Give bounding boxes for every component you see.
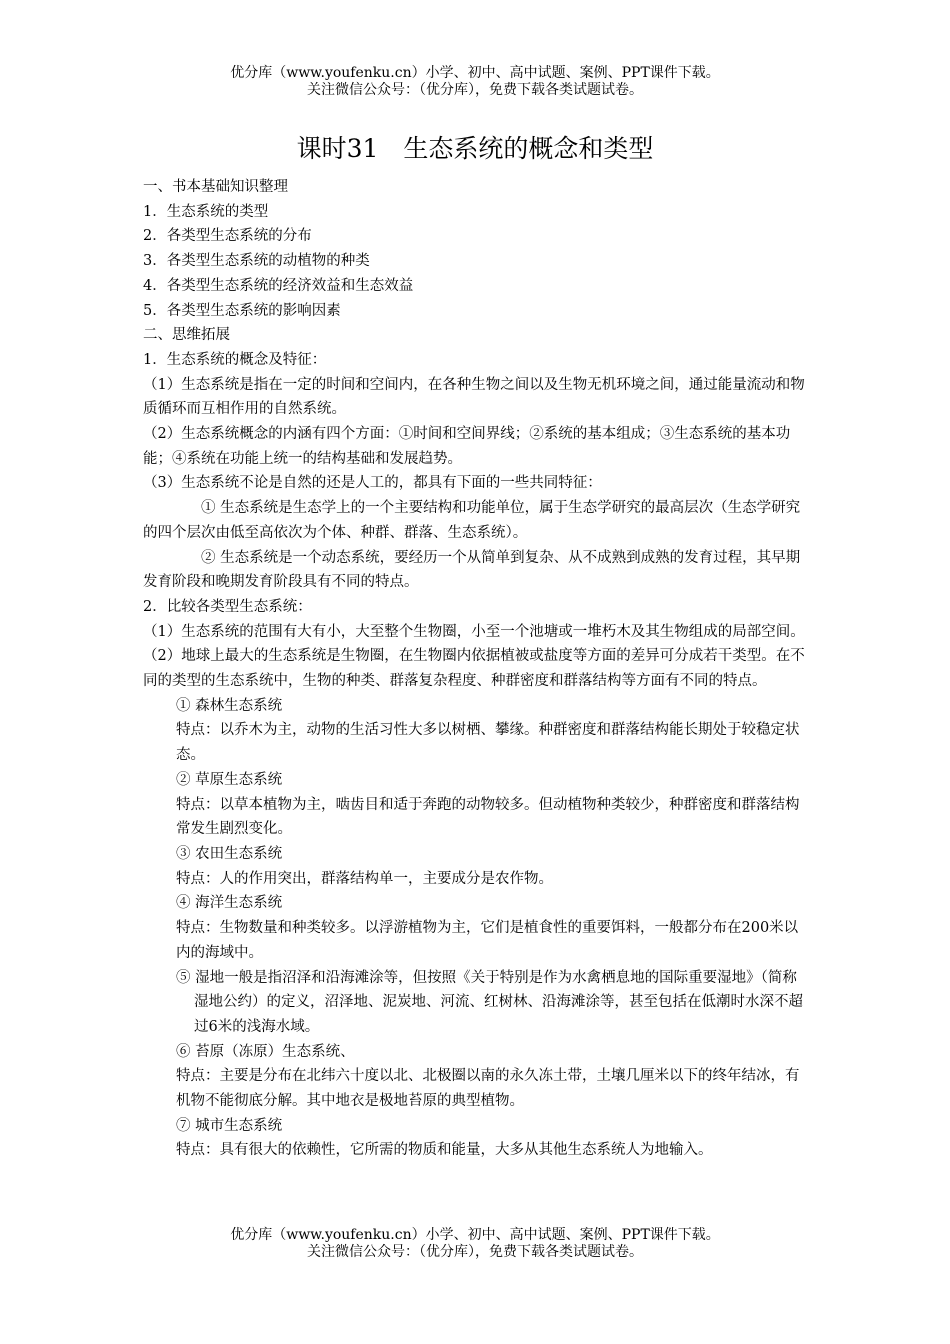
farmland-description: 特点：人的作用突出，群落结构单一，主要成分是农作物。 [176,870,553,887]
list-item: 2．各类型生态系统的分布 [143,228,312,245]
header-line-1: 优分库（www.youfenku.cn）小学、初中、高中试题、案例、PPT课件下载。 [230,65,720,81]
list-item: 1．生态系统的类型 [143,203,269,220]
list-item: 5．各类型生态系统的影响因素 [143,302,341,319]
tundra-heading: ⑥ 苔原（冻原）生态系统、 [176,1043,355,1060]
farmland-heading: ③ 农田生态系统 [176,845,283,862]
footer-line-2: 关注微信公众号：（优分库），免费下载各类试题试卷。 [307,1244,643,1260]
section-1-heading: 一、书本基础知识整理 [143,179,288,195]
forest-heading: ① 森林生态系统 [176,697,283,714]
section-2-heading: 二、思维拓展 [143,327,230,344]
compare-paragraph-2: （2）地球上最大的生态系统是生物圈，在生物圈内依据植被或盐度等方面的差异可分成若干类型。在不同的类型的生态系统中，生物的种类、群落复杂程度、种群密度和群落结构等方面有不同的特点。 [143,648,805,690]
grassland-heading: ② 草原生态系统 [176,771,283,788]
page-title: 课时31 生态系统的概念和类型 [296,134,654,163]
header-line-2: 关注微信公众号：（优分库），免费下载各类试题试卷。 [307,82,643,98]
feature-2: ② 生态系统是一个动态系统，要经历一个从简单到复杂、从不成熟到成熟的发育过程，其早期发育阶段和晚期发育阶段具有不同的特点。 [143,549,801,591]
concept-paragraph-3: （3）生态系统不论是自然的还是人工的，都具有下面的一些共同特征： [143,475,602,492]
tundra-description: 特点：主要是分布在北纬六十度以北、北极圈以南的永久冻土带，土壤几厘米以下的终年结冰，有机物不能彻底分解。其中地衣是极地苔原的典型植物。 [176,1068,800,1110]
forest-description: 特点：以乔木为主，动物的生活习性大多以树栖、攀缘。种群密度和群落结构能长期处于较稳定状态。 [176,722,800,764]
compare-paragraph-1: （1）生态系统的范围有大有小，大至整个生物圈，小至一个池塘或一堆朽木及其生物组成的局部空间。 [143,623,805,640]
ocean-description: 特点：生物数量和种类较多。以浮游植物为主，它们是植食性的重要饵料，一般都分布在200米以内的海域中。 [176,920,799,961]
document-body [143,175,807,1163]
city-description: 特点：具有很大的依赖性，它所需的物质和能量，大多从其他生态系统人为地输入。 [176,1142,713,1159]
footer-line-1: 优分库（www.youfenku.cn）小学、初中、高中试题、案例、PPT课件下载。 [230,1227,720,1243]
concept-paragraph-1: （1）生态系统是指在一定的时间和空间内，在各种生物之间以及生物无机环境之间，通过能量流动和物质循环而互相作用的自然系统。 [143,376,805,418]
page-header [0,65,950,99]
page-footer [0,1227,950,1261]
compare-title: 2．比较各类型生态系统： [143,598,312,615]
concept-paragraph-2: （2）生态系统概念的内涵有四个方面：①时间和空间界线；②系统的基本组成；③生态系统的基本功能；④系统在功能上统一的结构基础和发展趋势。 [143,426,791,467]
list-item: 3．各类型生态系统的动植物的种类 [143,253,370,270]
feature-1: ① 生态系统是生态学上的一个主要结构和功能单位，属于生态学研究的最高层次（生态学研究的四个层次由低至高依次为个体、种群、群落、生态系统）。 [143,500,801,541]
concept-title: 1．生态系统的概念及特征： [143,351,327,368]
wetland-paragraph: ⑤ 湿地一般是指沼泽和沿海滩涂等，但按照《关于特别是作为水禽栖息地的国际重要湿地》（简称湿地公约）的定义，沼泽地、泥炭地、河流、红树林、沿海滩涂等，甚至包括在低潮时水深不超过6米的浅海水域。 [176,969,803,1035]
ocean-heading: ④ 海洋生态系统 [176,895,283,912]
grassland-description: 特点：以草本植物为主，啮齿目和适于奔跑的动物较多。但动植物种类较少，种群密度和群落结构常发生剧烈变化。 [176,796,800,838]
city-heading: ⑦ 城市生态系统 [176,1117,283,1134]
list-item: 4．各类型生态系统的经济效益和生态效益 [143,277,414,294]
